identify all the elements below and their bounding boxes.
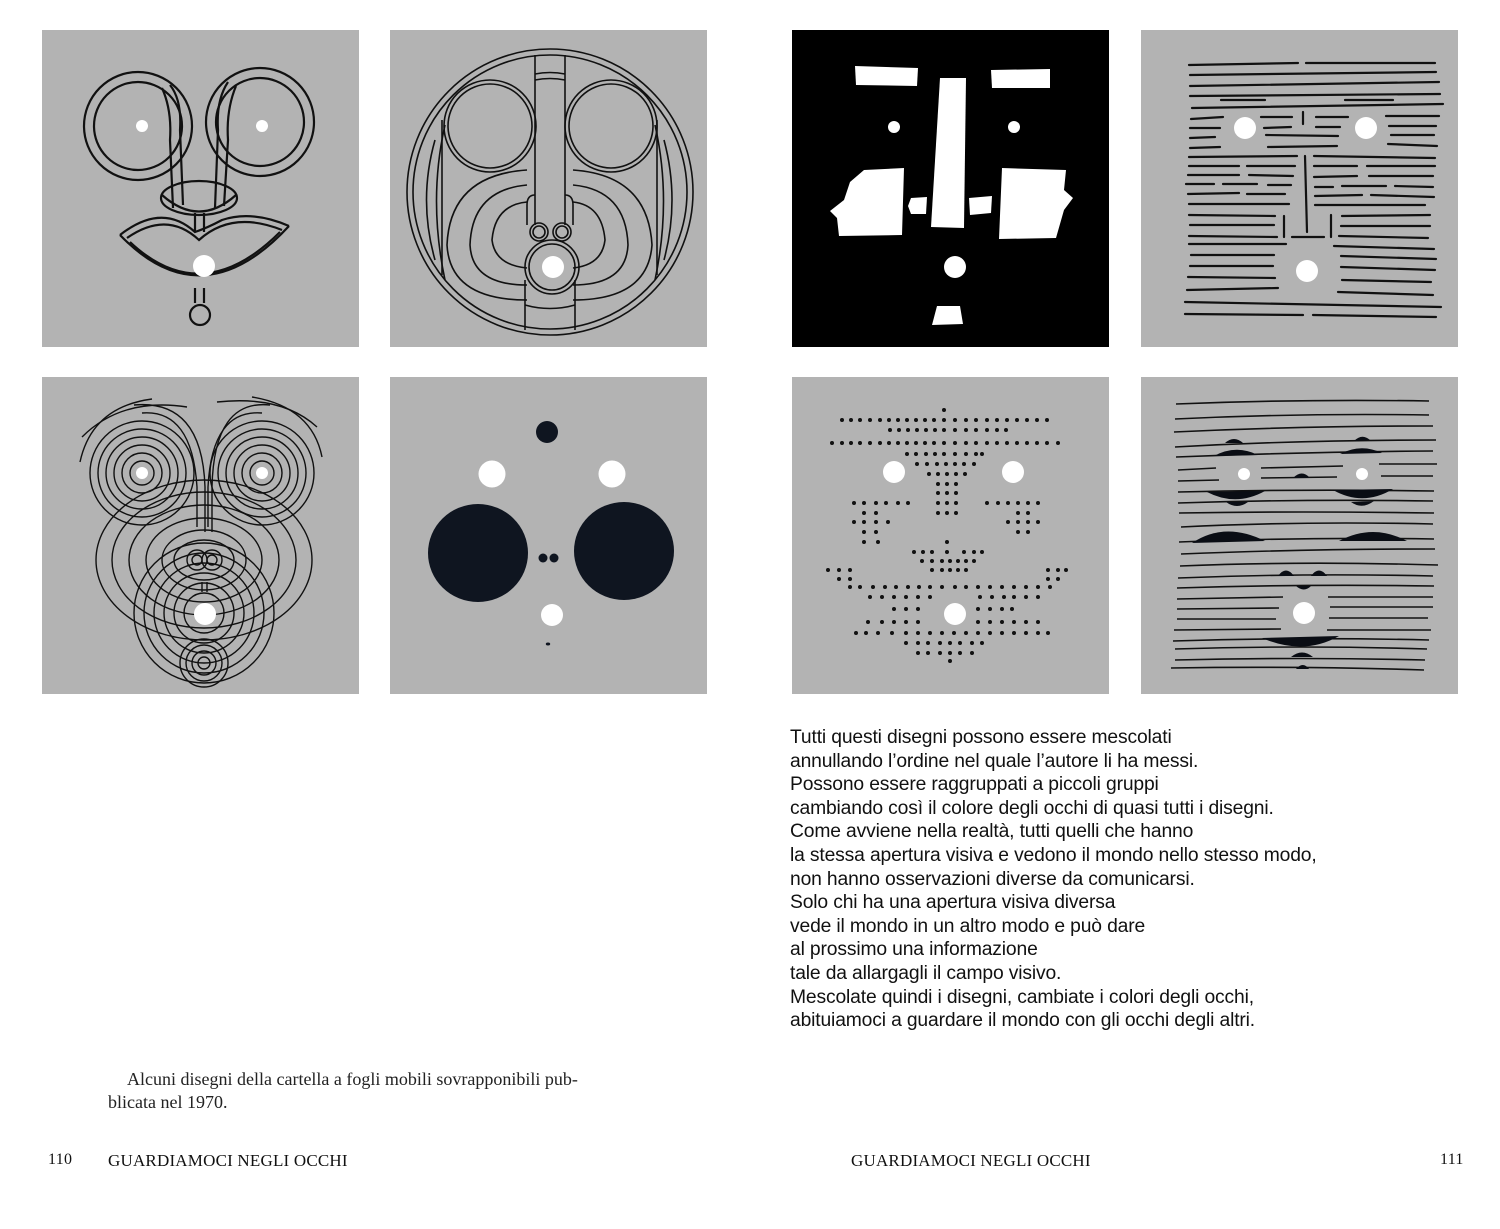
caption-line: Alcuni disegni della cartella a fogli mobili sovrapponibili pub- [127,1069,578,1089]
face-circular-icon [390,30,707,347]
running-head-right: GUARDIAMOCI NEGLI OCCHI [851,1151,1091,1170]
page-number-right: 111 [1440,1151,1464,1168]
face-lenses-icon [1141,377,1458,694]
running-head-left: GUARDIAMOCI NEGLI OCCHI [108,1151,348,1170]
face-scroll-eyes-icon [42,30,359,347]
caption-line: blicata nel 1970. [108,1092,228,1112]
page-number-left: 110 [48,1151,73,1168]
poem-line: non hanno osservazioni diverse da comunicarsi. [790,868,1195,890]
poem-line: abituiamoci a guardare il mondo con gli occhi degli altri. [790,1010,1256,1032]
poem-line: vede il mondo in un altro modo e può dare [790,915,1146,937]
illustration-face-cutout-blocks [792,30,1109,347]
poem-line: cambiando così il colore degli occhi di quasi tutti i disegni. [790,797,1274,819]
illustration-face-horizontal-lines [1141,30,1458,347]
face-dots-icon [390,377,707,694]
illustration-face-spiral-contours [42,377,359,694]
illustration-face-dot-matrix [792,377,1109,694]
poem-line: Mescolate quindi i disegni, cambiate i colori degli occhi, [790,986,1254,1008]
poem-text [790,726,1470,1033]
poem-line: Tutti questi disegni possono essere mescolati [790,727,1172,748]
illustration-face-lines-with-lenses [1141,377,1458,694]
illustration-face-scroll-eyes-lips [42,30,359,347]
illustration-face-circular-concentric [390,30,707,347]
poem-line: Solo chi ha una apertura visiva diversa [790,892,1116,914]
face-blocks-icon [792,30,1109,347]
poem-line: annullando l’ordine nel quale l’autore li ha messi. [790,750,1199,772]
poem-line: al prossimo una informazione [790,939,1038,961]
face-dotmatrix-icon [792,377,1109,694]
poem-line: la stessa apertura visiva e vedono il mondo nello stesso modo, [790,844,1317,866]
face-spiral-icon [42,377,359,694]
poem-line: Possono essere raggruppati a piccoli gruppi [790,774,1159,796]
face-lines-icon [1141,30,1458,347]
poem-line: Come avviene nella realtà, tutti quelli che hanno [790,821,1194,843]
illustration-face-large-dots [390,377,707,694]
poem-line: tale da allargagli il campo visivo. [790,962,1062,984]
figure-caption [108,1068,668,1114]
